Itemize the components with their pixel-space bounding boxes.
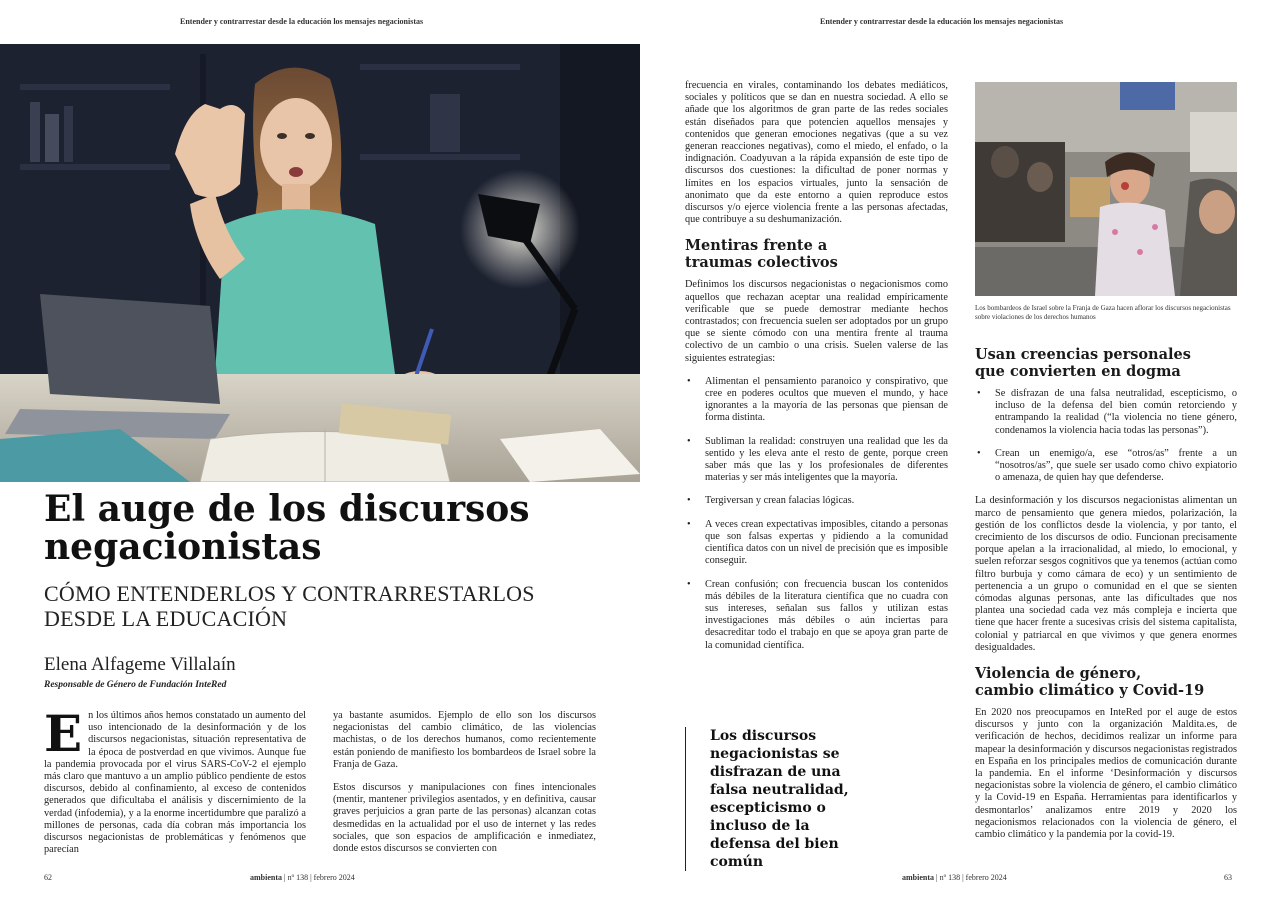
subheading-violencia	[975, 665, 1237, 699]
list-item: • Subliman la realidad: construyen una realidad que les da sentido y les eleva ante el resto de gente, porque creen saber más que las y los profesionales de diferentes materias y ser más inteligentes que la mayoría.	[685, 436, 948, 485]
subheading-line: que convierten en dogma	[975, 363, 1181, 380]
subheading-line: Usan creencias personales	[975, 346, 1191, 363]
left-column-2	[333, 710, 596, 866]
article-subtitle	[44, 581, 604, 631]
pull-quote: Los discursos negacionistas se disfrazan de una falsa neutralidad, escepticismo o incluso de la defensa del bien común	[685, 727, 875, 871]
list-item: • Crean un enemigo/a, ese “otros/as” frente a un “nosotros/as”, que suele ser usado como chivo expiatorio o amenaza, de quien hay que defenderse.	[975, 448, 1237, 485]
strategies-list	[685, 376, 948, 652]
list-item: • A veces crean expectativas imposibles, citando a personas que son falsas expertas y pidiendo a la comunidad científica datos con un nivel de precisión que es imposible conseguir.	[685, 519, 948, 568]
folio-brand: ambienta	[250, 873, 282, 882]
article-subtitle-line2: DESDE LA EDUCACIÓN	[44, 606, 288, 631]
subheading-line: Violencia de género,	[975, 665, 1142, 683]
author-role: Responsable de Género de Fundación InteRed	[44, 680, 227, 690]
folio-issue	[902, 873, 1007, 882]
right-column-2-top	[975, 340, 1237, 852]
subheading-line: Mentiras frente a	[685, 237, 828, 255]
page-number: 62	[44, 873, 52, 882]
paragraph: frecuencia en virales, contaminando los debates mediáticos, sociales y políticos que se dan en nuestra sociedad. A ello se añade que los algoritmos de gran parte de las redes sociales están diseñados para que potencien aquellos mensajes y contenidos que generan emociones negativas (que a su vez generan reacciones negativas), como el miedo, el enfado, o la indignación. Coadyuvan a la rápida expansión de este tipo de discursos dos cuestiones: la dificultad de poner normas y límites en los espacios virtuales, junto la sensación de anonimato que da este entorno a quien reproduce estos discursos y/o ejerce violencia frente a las personas afectadas, que contribuye a su deshumanización.	[685, 80, 948, 226]
running-head: Entender y contrarrestar desde la educación los mensajes negacionistas	[180, 17, 424, 26]
paragraph: La desinformación y los discursos negacionistas alimentan un marco de pensamiento que genera miedos, polarización, la gestión de los conflictos desde la violencia, y por tanto, el crecimiento de los discursos de odio. Funcionan precisamente porque apelan a la irracionalidad, al miedo, lo emocional, y suelen reforzar sesgos cognitivos que ya tenemos (actúan como filtro burbuja y como cámara de eco) y un sentimiento de pertenencia a un grupo o comunidad en el que se sienten cómodas algunas personas, ante las dificultades que nos plantea una sociedad cada vez más compleja e incierta que tiene que hacer frente a sucesivas crisis del sistema capitalista, colonial y patriarcal en que vivimos y que genera enormes desigualdades.	[975, 495, 1237, 653]
article-title-line2: negacionistas	[44, 526, 322, 568]
author-name: Elena Alfageme Villalaín	[44, 654, 236, 675]
intro-paragraph	[44, 704, 306, 856]
page-number: 63	[1224, 873, 1232, 882]
photo-caption: Los bombardeos de Israel sobre la Franja de Gaza hacen aflorar los discursos negacionistas sobre violaciones de los derechos humanos	[975, 304, 1231, 321]
right-column-1	[685, 80, 948, 663]
article-subtitle-line1: CÓMO ENTENDERLOS Y CONTRARRESTARLOS	[44, 581, 535, 606]
hero-photo	[0, 44, 640, 482]
gaza-photo-illustration	[975, 82, 1237, 296]
list-item: • Tergiversan y crean falacias lógicas.	[685, 495, 948, 507]
list-item: • Se disfrazan de una falsa neutralidad, escepticismo, o incluso de la defensa del bien común retorciendo y entrampando la realidad (“la violencia no tiene género, condenamos la violencia hacia todas las personas”).	[975, 388, 1237, 437]
paragraph: Definimos los discursos negacionistas o negacionismos como aquellos que rechazan aceptar una realidad empíricamente verificable que se puede demostrar mediante hechos contrastados; con frecuencia suelen ser adoptados por un grupo que se siente cómodo con una mentira frente al trauma colectivo de un cambio o una crisis. Suelen valerse de las siguientes estrategias:	[685, 279, 948, 364]
folio-issue-text: | nº 138 | febrero 2024	[282, 873, 355, 882]
paragraph: En 2020 nos preocupamos en InteRed por el auge de estos discursos y junto con la organización Maldita.es, de verificación de hechos, decidimos realizar un informe para mapear la desinformación y discursos negacionistas registrados en España en los principales medios de comunicación durante la pandemia. En el informe ‘Desinformación y discursos negacionistas sobre la violencia de género, el cambio climático y la Covid-19 en España. Herramientas para identificarlos y desmontarlos’ analizamos entre 2019 y 2020 los negacionismos relacionados con la violencia de género, el cambio climático y la pandemia por la covid-19.	[975, 707, 1237, 841]
article-title	[44, 490, 624, 566]
subheading-line: cambio climático y Covid-19	[975, 682, 1205, 700]
list-item: • Crean confusión; con frecuencia buscan los contenidos más débiles de la literatura científica que no cuadra con sus intereses, señalan sus fallos y utilizan estas investigaciones más débiles o aún inciertas para desacreditar todo el trabajo en que se apoya gran parte de la comunidad científica.	[685, 579, 948, 652]
list-item: • Alimentan el pensamiento paranoico y conspirativo, que cree en poderes ocultos que mueven el mundo, y hace ignorantes a la mayoría de las personas que piensan de forma distinta.	[685, 376, 948, 425]
folio-issue	[250, 873, 355, 882]
left-column-1	[44, 704, 306, 867]
article-title-line1: El auge de los discursos	[44, 488, 530, 530]
folio-brand: ambienta	[902, 873, 934, 882]
paragraph: ya bastante asumidos. Ejemplo de ello son los discursos negacionistas del cambio climático, de las violencias machistas, o de los derechos humanos, como recientemente están poniendo de manifiesto los bombardeos de Israel sobre la Franja de Gaza.	[333, 710, 596, 770]
subheading-mentiras	[685, 237, 948, 271]
intro-paragraph-text: n los últimos años hemos constatado un aumento del uso intencionado de la desinformación y de los discursos negacionistas, situación representativa de la época de postverdad en que vivimos. Aunque fue la pandemia provocada por el virus SARS-CoV-2 el ejemplo más claro que mantuvo a un amplio público pendiente de estos discursos, debido al confinamiento, al exceso de contenidos generados que dificultaba el análisis y discernimiento de la verdad (infodemia), y a la enorme incertidumbre que paralizó a millones de personas, cada día cobran más importancia los discursos negacionistas de problemáticas y fenómenos que parecían	[44, 710, 306, 856]
paragraph: Estos discursos y manipulaciones con fines intencionales (mentir, mantener privilegios asentados, y en definitiva, causar graves perjuicios a gran parte de las personas) alcanzan cotas desmedidas en la actualidad por el uso de internet y las redes sociales, que son espacios de amplificación e inmediatez, donde estos discursos se convierten con	[333, 782, 596, 855]
dropcap: E	[44, 704, 83, 763]
folio-issue-text: | nº 138 | febrero 2024	[934, 873, 1007, 882]
subheading-line: traumas colectivos	[685, 254, 838, 272]
beliefs-list	[975, 388, 1237, 484]
gaza-photo	[975, 82, 1237, 296]
hero-photo-illustration	[0, 44, 640, 482]
subheading-creencias	[975, 346, 1237, 380]
running-head: Entender y contrarrestar desde la educación los mensajes negacionistas	[820, 17, 1064, 26]
right-page	[640, 0, 1280, 901]
